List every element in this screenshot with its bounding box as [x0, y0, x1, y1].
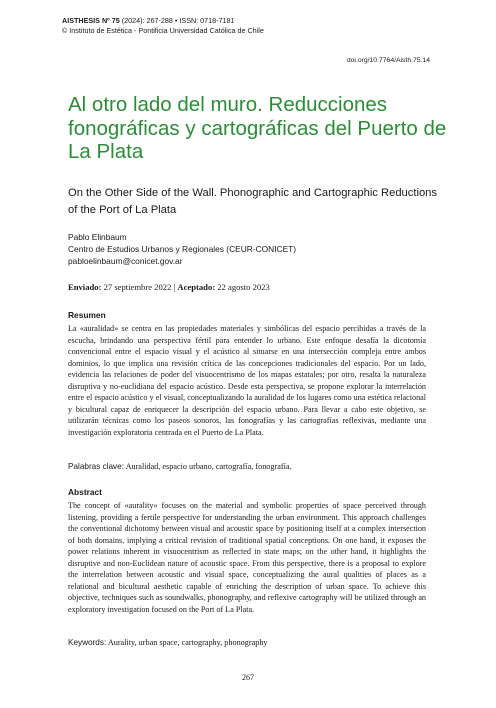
journal-issue: (2024): 267-288 • ISSN: 0718-7181: [119, 16, 235, 25]
sent-value: 27 septiembre 2022 |: [101, 282, 178, 292]
resumen-text: La «auralidad» se centra en las propiedades materiales y simbólicas del espacio percibidas a través de la escucha, brindando una perspectiva fértil para entender lo urbano. Este enfoque desafía la dicotomía convencional entre el espacio visual y el acústico al situarse en una intersección compleja entre ambos dominios, lo que implica una revisión crítica de las concepciones tradicionales del espacio. Por un lado, evidencia las relaciones de poder del visuocentrismo de los mapas estatales; por otro, resalta la naturaleza disruptiva y no-euclidiana del espacio acústico. Desde esta perspectiva, se propone explorar la interrelación entre el espacio acústico y el visual, conceptualizando la auralidad de los lugares como una estética relacional y bicultural capaz de enriquecer la descripción del espacio urbano. Para llevar a cabo este objetivo, se utilizarán técnicas como los paseos sonoros, las fonografías y las cartografías reflexivas, mediante una investigación exploratoria centrada en el Puerto de La Plata.: [68, 324, 426, 437]
doi-link[interactable]: doi.org/10.7764/Aisth.75.14: [346, 57, 430, 64]
author-block: [68, 231, 296, 267]
dates-line: [68, 282, 270, 292]
author-name: Pablo Elinbaum: [68, 232, 127, 242]
article-title: Al otro lado del muro. Reducciones fonográficas y cartográficas del Puerto de La Plata: [68, 93, 447, 163]
resumen-keywords-value: Auralidad, espacio urbano, cartografía, fonografía.: [123, 462, 292, 471]
resumen-keywords-label: Palabras clave:: [68, 462, 124, 471]
abstract-keywords: [68, 638, 428, 647]
accepted-label: Aceptado:: [177, 282, 216, 292]
author-affiliation: Centro de Estudios Urbanos y Regionales (CEUR-CONICET): [68, 244, 297, 254]
author-email[interactable]: pabloelinbaum@conicet.gov.ar: [68, 256, 183, 266]
abstract-keywords-value: Aurality, urban space, cartography, phonography: [106, 638, 268, 647]
abstract-keywords-label: Keywords:: [68, 638, 107, 647]
resumen-keywords: [68, 462, 428, 471]
accepted-value: 22 agosto 2023: [215, 282, 270, 292]
page-number: 267: [242, 673, 254, 682]
institute-line: © Instituto de Estética - Pontificia Universidad Católica de Chile: [62, 26, 264, 35]
journal-name: AISTHESIS Nº 75: [62, 16, 120, 25]
sent-label: Enviado:: [68, 282, 102, 292]
article-subtitle: On the Other Side of the Wall. Phonographic and Cartographic Reductions of the Port of La Plata: [68, 187, 437, 216]
abstract-heading: Abstract: [68, 487, 102, 497]
abstract-text: The concept of «aurality» focuses on the material and symbolic properties of space perceived through listening, providing a fertile perspective for understanding the urban environment. This approach challenges the conventional dichotomy between visual and acoustic space by positioning itself at a complex intersection of both domains, implying a critical revision of traditional spatial conceptions. On one hand, it exposes the power relations inherent in visuocentrism as reflected in state maps; on the other hand, it highlights the disruptive and non-Euclidean nature of acoustic space. From this perspective, there is a proposal to explore the interrelation between acoustic and visual space, conceptualizing the aural qualities of places as a relational and bicultural aesthetic capable of enriching the description of urban space. To achieve this objective, techniques such as soundwalks, phonography, and reflexive cartography will be utilized through an exploratory investigation focused on the Port of La Plata.: [68, 501, 426, 614]
journal-line: [62, 16, 264, 26]
resumen-heading: Resumen: [68, 310, 106, 320]
journal-header: [62, 16, 264, 36]
